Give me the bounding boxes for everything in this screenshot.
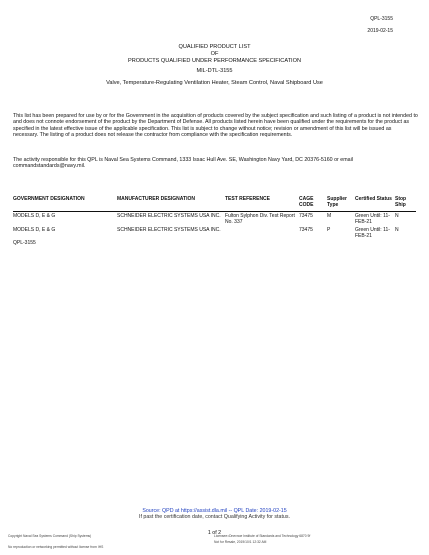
reproduction-notice: No reproduction or networking permitted without license from IHS — [8, 545, 104, 549]
doc-id: QPL-3155 — [370, 16, 393, 22]
cell-stop: N — [395, 213, 399, 219]
cell-gov: MODELS D, E & G — [13, 213, 56, 219]
cell-stop: N — [395, 227, 399, 233]
qpl-table — [13, 196, 416, 240]
source-link[interactable]: Source: QPD at https://assist.dla.mil -- QPL Date: 2019-02-15 — [142, 508, 287, 514]
spec-subject: Valve, Temperature-Regulating Ventilation Heater, Steam Control, Naval Shipboard Use — [106, 80, 323, 86]
source-footer — [0, 508, 429, 521]
col-header-gov: GOVERNMENT DESIGNATION — [13, 196, 117, 212]
cell-cage: 73475 — [299, 227, 313, 233]
cell-ref: Fulton Sylphon Div. Test Report No. 337 — [225, 213, 295, 225]
col-header-cage: CAGE CODE — [299, 196, 327, 212]
certification-note: If past the certification date, contact Qualifying Activity for status. — [138, 514, 291, 521]
cell-supplier: P — [327, 227, 331, 233]
cell-cage: 73475 — [299, 213, 313, 219]
licensee-line: Licensee=Dnevnoe Institute of Standards and Technology 6870 9f — [214, 534, 311, 538]
title-line-2: OF — [210, 51, 219, 57]
title-line-1: QUALIFIED PRODUCT LIST — [178, 44, 251, 50]
table-footer-id: QPL-3155 — [13, 240, 36, 246]
page-number: 1 of 2 — [207, 530, 222, 536]
cell-mfr: SCHNEIDER ELECTRIC SYSTEMS USA INC. — [117, 227, 221, 233]
spec-number: MIL-DTL-3155 — [196, 68, 233, 74]
cell-mfr: SCHNEIDER ELECTRIC SYSTEMS USA INC. — [117, 213, 221, 219]
cell-supplier: M — [327, 213, 332, 219]
table-header-row — [13, 196, 416, 212]
cell-cert: Green Until: 11-FEB-21 — [355, 213, 390, 225]
cell-gov: MODELS D, E & G — [13, 227, 56, 233]
col-header-cert: Certified Status — [355, 196, 395, 212]
doc-date: 2019-02-15 — [367, 28, 393, 34]
title-block — [0, 44, 429, 87]
table-row — [13, 226, 416, 240]
col-header-mfr: MANUFACTURER DESIGNATION — [117, 196, 225, 212]
cell-ref — [225, 226, 299, 240]
disclaimer-paragraph: This list has been prepared for use by or for the Government in the acquisition of products covered by the subject specification and such listing of a product is not intended to and does not connote endorsement of the product by the Department of Defense. All products listed herein have been qualified under the requirements for the product as specified in the latest effective issue of the applicable specification. This list is subject to change without notice; revision or amendment of this list will be issued as necessary. The listing of a product does not release the contractor from compliance with the specification requirements. — [13, 113, 418, 138]
copyright-line: Copyright Naval Sea Systems Command (Ship Systems) — [8, 534, 92, 538]
table-row — [13, 212, 416, 227]
resale-line: Not for Resale, 2019/10/1 12:32 AM — [214, 540, 267, 544]
activity-paragraph: The activity responsible for this QPL is Naval Sea Systems Command, 1333 Issac Hull Ave. SE, Washington Navy Yard, DC 20376-5160 or email commandstandards@navy.mil. — [13, 157, 353, 170]
cell-cert: Green Until: 11-FEB-21 — [355, 227, 390, 239]
col-header-supplier: Supplier Type — [327, 196, 355, 212]
col-header-ref: TEST REFERENCE — [225, 196, 299, 212]
title-line-3: PRODUCTS QUALIFIED UNDER PERFORMANCE SPECIFICATION — [127, 58, 301, 64]
col-header-stop: Stop Ship — [395, 196, 416, 212]
